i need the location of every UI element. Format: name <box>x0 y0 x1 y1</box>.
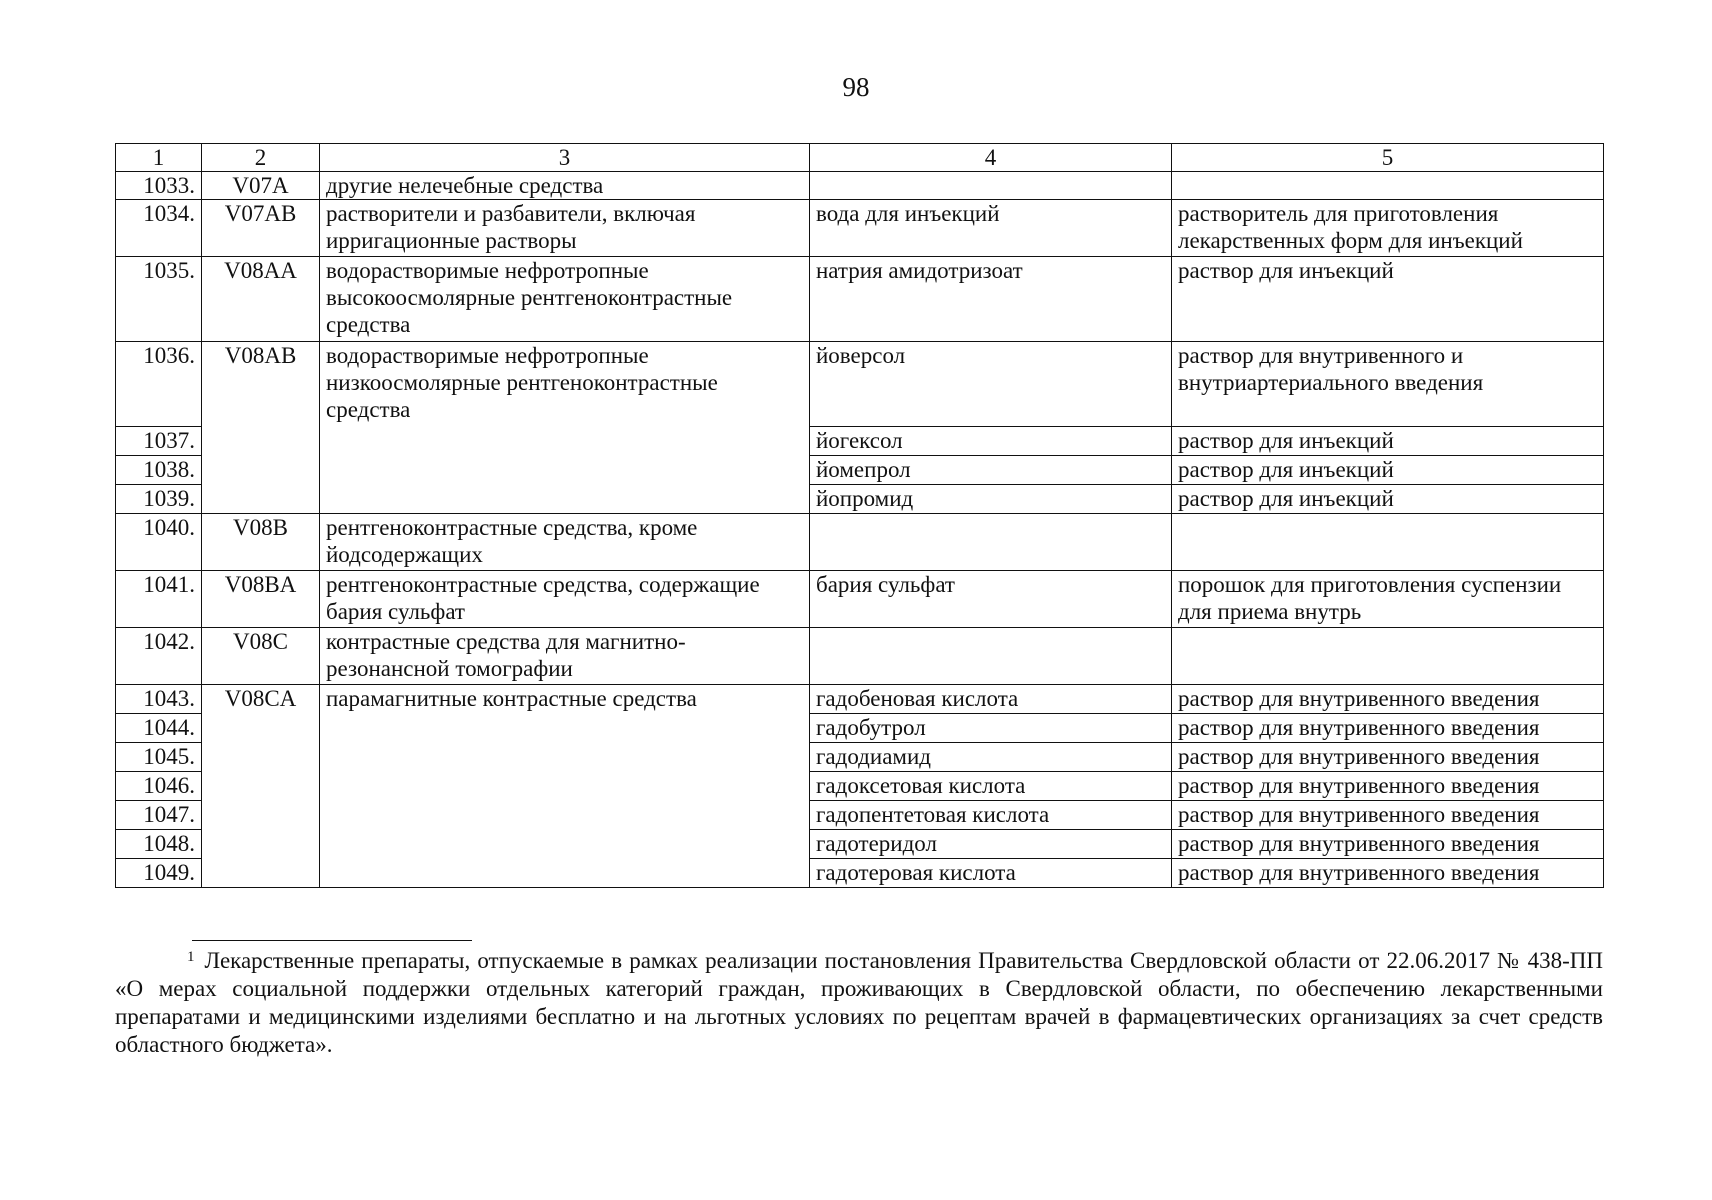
atc-code: V08CA <box>202 685 320 888</box>
group-name: парамагнитные контрастные средства <box>320 685 810 888</box>
drug-name: натрия амидотризоат <box>810 257 1172 342</box>
dosage-form: порошок для приготовления суспензии для приема внутрь <box>1172 571 1604 628</box>
column-header: 5 <box>1172 144 1604 172</box>
drug-name: бария сульфат <box>810 571 1172 628</box>
dosage-form: раствор для инъекций <box>1172 456 1604 485</box>
atc-code: V08AA <box>202 257 320 342</box>
group-name: контрастные средства для магнитно-резонансной томографии <box>320 628 810 685</box>
column-header: 4 <box>810 144 1172 172</box>
dosage-form: раствор для внутривенного и внутриартериального введения <box>1172 342 1604 427</box>
column-header: 3 <box>320 144 810 172</box>
row-number: 1042. <box>116 628 202 685</box>
footnote-text: Лекарственные препараты, отпускаемые в рамках реализации постановления Правительства Свердловской области от 22.06.2017 № 438-ПП «О мерах социальной поддержки отдельных категорий граждан, проживающих в Свердловской области, по обеспечению лекарственными препаратами и медицинскими изделиями бесплатно и на льготных условиях по рецептам врачей в фармацевтических организациях за счет средств областного бюджета». <box>115 948 1603 1057</box>
atc-code: V08B <box>202 514 320 571</box>
column-header: 2 <box>202 144 320 172</box>
dosage-form: раствор для внутривенного введения <box>1172 830 1604 859</box>
row-number: 1037. <box>116 427 202 456</box>
row-number: 1038. <box>116 456 202 485</box>
table-row <box>116 200 1604 257</box>
table-row <box>116 514 1604 571</box>
footnote-marker: 1 <box>187 949 195 965</box>
footnote <box>115 947 1603 1059</box>
dosage-form: раствор для внутривенного введения <box>1172 772 1604 801</box>
row-number: 1033. <box>116 172 202 200</box>
drug-name: гадоксетовая кислота <box>810 772 1172 801</box>
dosage-form: раствор для инъекций <box>1172 485 1604 514</box>
atc-code: V07AB <box>202 200 320 257</box>
drug-name: йогексол <box>810 427 1172 456</box>
table-row <box>116 257 1604 342</box>
row-number: 1039. <box>116 485 202 514</box>
drug-name: йоверсол <box>810 342 1172 427</box>
table-row <box>116 628 1604 685</box>
drug-name: вода для инъекций <box>810 200 1172 257</box>
drug-name: гадопентетовая кислота <box>810 801 1172 830</box>
table-header-row <box>116 144 1604 172</box>
row-number: 1044. <box>116 714 202 743</box>
row-number: 1049. <box>116 859 202 888</box>
atc-code: V08BA <box>202 571 320 628</box>
dosage-form: раствор для внутривенного введения <box>1172 685 1604 714</box>
group-name: рентгеноконтрастные средства, кроме йодсодержащих <box>320 514 810 571</box>
drug-name <box>810 628 1172 685</box>
row-number: 1036. <box>116 342 202 427</box>
atc-code: V08C <box>202 628 320 685</box>
atc-code: V08AB <box>202 342 320 514</box>
dosage-form: раствор для инъекций <box>1172 257 1604 342</box>
page-number: 98 <box>842 72 870 102</box>
group-name: рентгеноконтрастные средства, содержащие бария сульфат <box>320 571 810 628</box>
group-name: другие нелечебные средства <box>320 172 810 200</box>
group-name: водорастворимые нефротропные низкоосмолярные рентгеноконтрастные средства <box>320 342 810 514</box>
drug-name: гадодиамид <box>810 743 1172 772</box>
row-number: 1034. <box>116 200 202 257</box>
table-row <box>116 685 1604 714</box>
row-number: 1043. <box>116 685 202 714</box>
atc-code: V07A <box>202 172 320 200</box>
dosage-form <box>1172 514 1604 571</box>
table-row <box>116 172 1604 200</box>
table-row <box>116 342 1604 427</box>
row-number: 1040. <box>116 514 202 571</box>
drug-name: йопромид <box>810 485 1172 514</box>
table-row <box>116 571 1604 628</box>
row-number: 1048. <box>116 830 202 859</box>
row-number: 1047. <box>116 801 202 830</box>
dosage-form: раствор для внутривенного введения <box>1172 743 1604 772</box>
row-number: 1045. <box>116 743 202 772</box>
dosage-form <box>1172 172 1604 200</box>
drug-name <box>810 514 1172 571</box>
drug-name: гадотеридол <box>810 830 1172 859</box>
drug-table <box>115 143 1604 888</box>
drug-name: гадотеровая кислота <box>810 859 1172 888</box>
dosage-form: раствор для внутривенного введения <box>1172 714 1604 743</box>
dosage-form <box>1172 628 1604 685</box>
dosage-form: раствор для внутривенного введения <box>1172 801 1604 830</box>
dosage-form: раствор для внутривенного введения <box>1172 859 1604 888</box>
group-name: растворители и разбавители, включая ирригационные растворы <box>320 200 810 257</box>
group-name: водорастворимые нефротропные высокоосмолярные рентгеноконтрастные средства <box>320 257 810 342</box>
row-number: 1035. <box>116 257 202 342</box>
column-header: 1 <box>116 144 202 172</box>
dosage-form: растворитель для приготовления лекарственных форм для инъекций <box>1172 200 1604 257</box>
drug-name <box>810 172 1172 200</box>
drug-name: йомепрол <box>810 456 1172 485</box>
drug-name: гадобеновая кислота <box>810 685 1172 714</box>
footnote-separator <box>192 940 472 941</box>
row-number: 1046. <box>116 772 202 801</box>
drug-name: гадобутрол <box>810 714 1172 743</box>
row-number: 1041. <box>116 571 202 628</box>
dosage-form: раствор для инъекций <box>1172 427 1604 456</box>
